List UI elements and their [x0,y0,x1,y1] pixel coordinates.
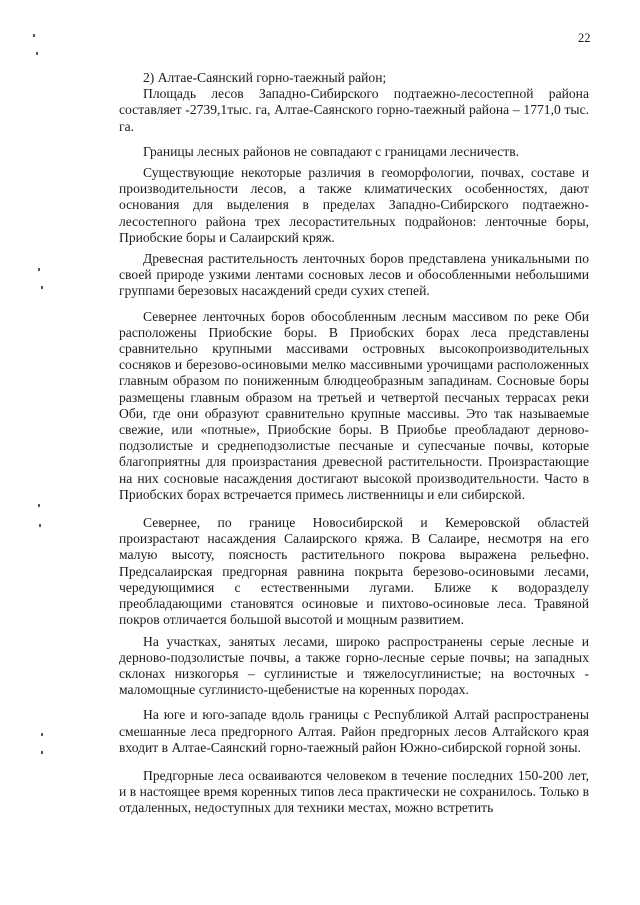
paragraph: Существующие некоторые различия в геоморфологии, почвах, составе и производительности лесов, а также климатических особенностях, дают основания для выделения в пределах Западно-Сибирского подтаежно-лесостепного района трех лесорастительных подрайонов: ленточные боры, Приобские боры и Салаирский кряж. [119,165,589,245]
scan-mark [36,52,38,55]
scan-mark [38,504,40,507]
paragraph: Древесная растительность ленточных боров представлена уникальными по своей природе узкими лентами сосновых лесов и обособленными небольшими группами березовых насаждений среди сухих степей. [119,251,589,299]
page-number: 22 [578,31,591,45]
paragraph: 2) Алтае-Саянский горно-таежный район; [143,70,387,85]
scan-mark [41,286,43,289]
paragraph: Предгорные леса осваиваются человеком в течение последних 150-200 лет, и в настоящее время коренных типов леса практически не сохранилось. Только в отдаленных, недоступных для техники местах, можно встретить [119,767,589,816]
scan-mark [33,34,35,37]
scan-mark [38,268,40,271]
paragraph: Севернее ленточных боров обособленным лесным массивом по реке Оби расположены Приобские боры. В Приобских борах леса представлены сравнительно крупными массивами островных высокопроизводительных сосняков и березово-осиновыми мелко массивными урочищами расположенных главным образом по пониженным блюдцеобразным западинам. Сосновые боры размещены главным образом на третьей и четвертой песчаных террасах реки Оби, где они образуют сравнительно крупные массивы. Это так называемые свежие, или «потные», Приобские боры. В Приобье преобладают дерново-подзолистые и среднеподзолистые песчаные и супесчаные почвы, которые благоприятны для произрастания древесной растительности. Произрастающие на них сосновые насаждения достигают высокой производительности. Часто в Приобских борах встречается примесь лиственницы и ели сибирской. [119,308,589,502]
scan-mark [41,751,43,754]
paragraph: Севернее, по границе Новосибирской и Кемеровской областей произрастают насаждения Салаирского кряжа. В Салаире, несмотря на его малую высоту, поясность растительного покрова выражена рельефно. Предсалаирская предгорная равнина покрыта березово-осиновыми лесами, чередующимися с естественными лугами. Ближе к водоразделу преобладающими становятся осиновые и пихтово-осиновые леса. Травяной покров отличается большой высотой и мощным развитием. [119,515,589,628]
main-text [119,70,589,817]
scan-mark [39,524,41,527]
paragraph: Границы лесных районов не совпадают с границами лесничеств. [143,143,520,159]
paragraph: На участках, занятых лесами, широко распространены серые лесные и дерново-подзолистые почвы, а также горно-лесные серые почвы; на западных склонах низкогорья – суглинистые и тяжелосуглинистые; на восточных - маломощные суглинисто-щебенистые на коренных породах. [119,633,589,698]
scan-mark [41,733,43,736]
paragraph: Площадь лесов Западно-Сибирского подтаежно-лесостепной района составляет -2739,1тыс. га, Алтае-Саянского горно-таежный района – 1771,0 тыс. га. [119,86,589,134]
paragraph: На юге и юго-западе вдоль границы с Республикой Алтай распространены смешанные леса предгорного Алтая. Район предгорных лесов Алтайского края входит в Алтае-Саянский горно-таежный район Южно-сибирской горной зоны. [119,707,589,755]
